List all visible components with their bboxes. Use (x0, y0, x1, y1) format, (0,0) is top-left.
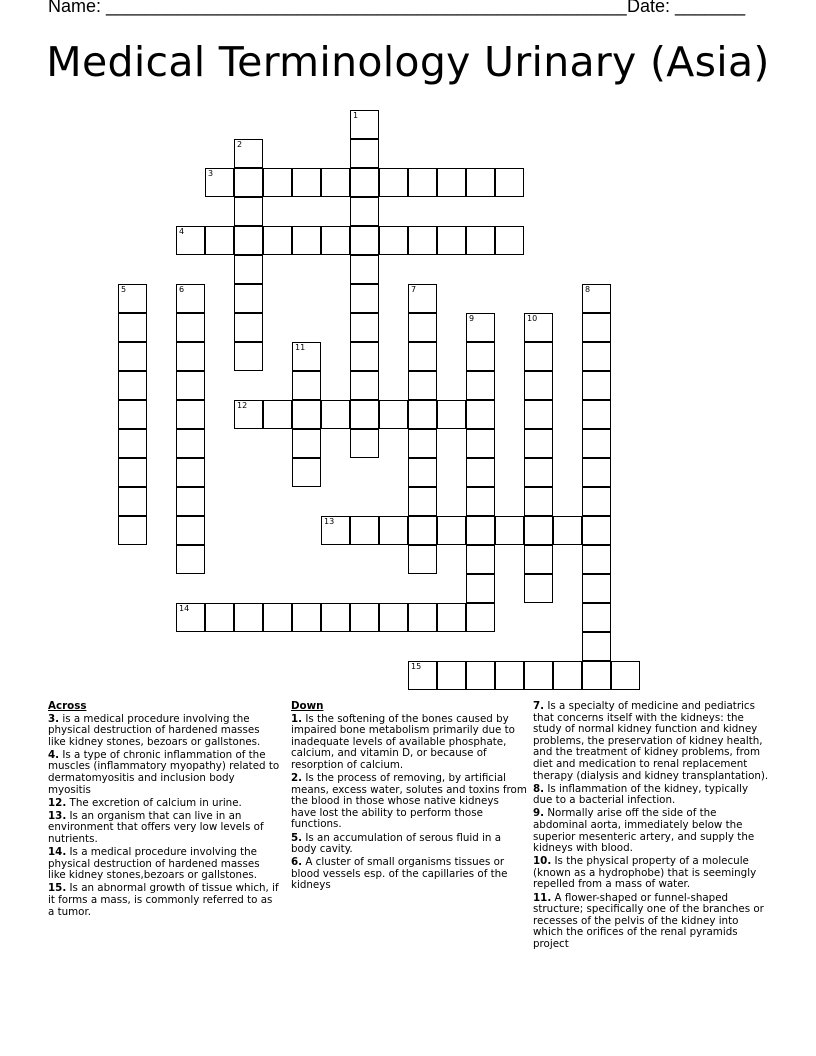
crossword-cell[interactable] (524, 487, 553, 516)
clue-text: A flower-shaped or funnel-shaped structure; specifically one of the branches or recesses of the pelvis of the kidney into which the orifices of the renal pyramids project (533, 891, 764, 950)
crossword-cell[interactable] (437, 516, 466, 545)
clue-number-label: 4. (48, 748, 60, 761)
crossword-cell[interactable] (582, 574, 611, 603)
clue-text: Is an accumulation of serous fluid in a body cavity. (291, 831, 502, 856)
crossword-cell[interactable] (582, 342, 611, 371)
crossword-cell[interactable] (582, 458, 611, 487)
crossword-cell[interactable] (263, 168, 292, 197)
clue-number: 3 (208, 169, 214, 178)
crossword-cell[interactable] (466, 371, 495, 400)
clue-number: 1 (353, 111, 359, 120)
crossword-cell[interactable] (292, 342, 321, 371)
crossword-cell[interactable] (582, 371, 611, 400)
crossword-cell[interactable] (408, 342, 437, 371)
crossword-cell[interactable] (234, 342, 263, 371)
crossword-cell[interactable] (466, 661, 495, 690)
clue-number: 15 (411, 662, 422, 671)
crossword-cell[interactable] (234, 197, 263, 226)
crossword-cell[interactable] (408, 603, 437, 632)
crossword-cell[interactable] (524, 429, 553, 458)
crossword-cell[interactable] (495, 168, 524, 197)
crossword-cell[interactable] (582, 284, 611, 313)
crossword-cell[interactable] (263, 603, 292, 632)
crossword-cell[interactable] (582, 400, 611, 429)
crossword-cell[interactable] (321, 226, 350, 255)
crossword-cell[interactable] (350, 400, 379, 429)
crossword-cell[interactable] (379, 400, 408, 429)
crossword-cell[interactable] (379, 226, 408, 255)
clue-number-label: 2. (291, 772, 303, 785)
crossword-cell[interactable] (176, 516, 205, 545)
crossword-cell[interactable] (524, 371, 553, 400)
clue-text: Is the process of removing, by artificial means, excess water, solutes and toxins from the blood in those whose native kidneys have lost the ability to perform those functions. (291, 772, 527, 831)
crossword-cell[interactable] (495, 661, 524, 690)
crossword-cell[interactable] (408, 429, 437, 458)
crossword-cell[interactable] (176, 371, 205, 400)
crossword-cell[interactable] (234, 400, 263, 429)
down-clue (291, 714, 527, 772)
crossword-cell[interactable] (350, 516, 379, 545)
crossword-cell[interactable] (321, 603, 350, 632)
crossword-cell[interactable] (321, 168, 350, 197)
crossword-cell[interactable] (176, 400, 205, 429)
crossword-cell[interactable] (118, 429, 147, 458)
clue-number-label: 12. (48, 796, 67, 809)
crossword-cell[interactable] (176, 226, 205, 255)
down-clues (291, 701, 527, 894)
crossword-cell[interactable] (350, 603, 379, 632)
crossword-cell[interactable] (553, 516, 582, 545)
crossword-cell[interactable] (234, 226, 263, 255)
clue-text: Is an organism that can live in an environment that offers very low levels of nutrients. (48, 809, 264, 846)
crossword-cell[interactable] (176, 458, 205, 487)
crossword-cell[interactable] (466, 603, 495, 632)
crossword-cell[interactable] (524, 661, 553, 690)
crossword-cell[interactable] (408, 168, 437, 197)
crossword-cell[interactable] (437, 603, 466, 632)
clue-text: Is the softening of the bones caused by impaired bone metabolism primarily due to inadequate levels of available phosphate, calcium, and vitamin D, or because of resorption of calcium. (291, 712, 515, 771)
down-clue (533, 856, 769, 891)
crossword-cell[interactable] (553, 661, 582, 690)
down-clue (533, 893, 769, 951)
clue-number-label: 5. (291, 831, 303, 844)
crossword-cell[interactable] (350, 255, 379, 284)
clue-number: 10 (527, 314, 538, 323)
crossword-cell[interactable] (176, 603, 205, 632)
crossword-cell[interactable] (524, 574, 553, 603)
crossword-cell[interactable] (176, 342, 205, 371)
crossword-cell[interactable] (466, 226, 495, 255)
down-clue (533, 784, 769, 807)
crossword-cell[interactable] (524, 400, 553, 429)
crossword-cell[interactable] (582, 487, 611, 516)
crossword-cell[interactable] (292, 458, 321, 487)
crossword-cell[interactable] (350, 168, 379, 197)
crossword-cell[interactable] (263, 226, 292, 255)
crossword-cell[interactable] (350, 284, 379, 313)
crossword-cell[interactable] (118, 313, 147, 342)
across-clue (48, 714, 280, 749)
clue-number-label: 9. (533, 807, 545, 820)
crossword-cell[interactable] (350, 226, 379, 255)
down-clues-continued (533, 701, 769, 952)
crossword-cell[interactable] (234, 313, 263, 342)
crossword-cell[interactable] (234, 603, 263, 632)
crossword-cell[interactable] (437, 661, 466, 690)
crossword-cell[interactable] (234, 284, 263, 313)
crossword-cell[interactable] (408, 487, 437, 516)
clue-number-label: 8. (533, 782, 545, 795)
crossword-cell[interactable] (118, 400, 147, 429)
crossword-cell[interactable] (118, 371, 147, 400)
crossword-cell[interactable] (350, 110, 379, 139)
crossword-cell[interactable] (466, 313, 495, 342)
clue-number-label: 14. (48, 846, 67, 859)
crossword-cell[interactable] (118, 458, 147, 487)
crossword-cell[interactable] (466, 429, 495, 458)
crossword-cell[interactable] (524, 342, 553, 371)
crossword-cell[interactable] (292, 226, 321, 255)
down-clue-list-part-2 (533, 701, 769, 950)
clue-number-label: 11. (533, 891, 552, 904)
clue-number-label: 3. (48, 712, 60, 725)
crossword-cell[interactable] (437, 168, 466, 197)
clue-number: 7 (411, 285, 417, 294)
clue-text: Normally arise off the side of the abdominal aorta, immediately below the superior mesenteric artery, and supply the kidneys with blood. (533, 807, 755, 855)
clue-text: A cluster of small organisms tissues or blood vessels esp. of the capillaries of the kidneys (291, 856, 508, 892)
crossword-cell[interactable] (524, 313, 553, 342)
crossword-cell[interactable] (466, 545, 495, 574)
down-clue (291, 773, 527, 831)
crossword-cell[interactable] (408, 284, 437, 313)
crossword-cell[interactable] (292, 603, 321, 632)
crossword-cell[interactable] (379, 603, 408, 632)
crossword-cell[interactable] (437, 400, 466, 429)
crossword-cell[interactable] (408, 545, 437, 574)
crossword-cell[interactable] (466, 458, 495, 487)
crossword-cell[interactable] (118, 487, 147, 516)
crossword-cell[interactable] (408, 371, 437, 400)
clue-number: 9 (469, 314, 475, 323)
clue-number: 12 (237, 401, 248, 410)
clue-number: 8 (585, 285, 591, 294)
crossword-cell[interactable] (582, 603, 611, 632)
crossword-cell[interactable] (205, 226, 234, 255)
down-clue (533, 808, 769, 854)
crossword-cell[interactable] (582, 661, 611, 690)
crossword-cell[interactable] (466, 516, 495, 545)
clue-number: 11 (295, 343, 306, 352)
down-clue (533, 701, 769, 782)
clue-text: Is a specialty of medicine and pediatrics that concerns itself with the kidneys: the study of normal kidney function and kidney problems, the preservation of kidney health, and the treatment of kidney problems, from diet and medication to renal replacement therapy (dialysis and kidney transplantation). (533, 700, 769, 782)
across-clue (48, 750, 280, 796)
crossword-cell[interactable] (408, 400, 437, 429)
down-heading: Down (291, 700, 324, 712)
crossword-cell[interactable] (524, 458, 553, 487)
clue-number: 5 (121, 285, 127, 294)
across-clue-list (48, 714, 280, 919)
clue-text: Is a medical procedure involving the physical destruction of hardened masses like kidney stones,bezoars or gallstones. (48, 846, 260, 882)
crossword-cell[interactable] (379, 168, 408, 197)
crossword-cell[interactable] (408, 458, 437, 487)
clue-number-label: 1. (291, 712, 303, 725)
crossword-cell[interactable] (582, 545, 611, 574)
crossword-cell[interactable] (321, 400, 350, 429)
clue-text: Is an abnormal growth of tissue which, if it forms a mass, is commonly referred to as a tumor. (48, 882, 279, 918)
crossword-cell[interactable] (176, 313, 205, 342)
crossword-cell[interactable] (466, 168, 495, 197)
across-clue (48, 798, 280, 810)
crossword-cell[interactable] (350, 313, 379, 342)
crossword-cell[interactable] (582, 429, 611, 458)
clue-text: Is inflammation of the kidney, typically due to a bacterial infection. (533, 782, 749, 807)
crossword-cell[interactable] (524, 545, 553, 574)
crossword-cell[interactable] (379, 516, 408, 545)
name-field-label: Name: ____________________________________________________ (48, 0, 627, 16)
clue-number-label: 7. (533, 700, 545, 712)
crossword-cell[interactable] (408, 661, 437, 690)
crossword-cell[interactable] (292, 429, 321, 458)
clue-number: 6 (179, 285, 185, 294)
crossword-cell[interactable] (350, 429, 379, 458)
crossword-cell[interactable] (582, 632, 611, 661)
clue-number: 13 (324, 517, 335, 526)
clue-number: 4 (179, 227, 185, 236)
crossword-cell[interactable] (408, 516, 437, 545)
crossword-cell[interactable] (408, 313, 437, 342)
crossword-cell[interactable] (350, 197, 379, 226)
across-clues (48, 701, 280, 920)
crossword-cell[interactable] (292, 371, 321, 400)
crossword-cell[interactable] (611, 661, 640, 690)
crossword-cell[interactable] (176, 284, 205, 313)
clue-text: Is the physical property of a molecule (known as a hydrophobe) that is seemingly repelled from a mass of water. (533, 855, 757, 891)
crossword-cell[interactable] (582, 516, 611, 545)
clue-number: 14 (179, 604, 190, 613)
crossword-cell[interactable] (321, 516, 350, 545)
down-clue-list-part-1 (291, 714, 527, 892)
clue-number: 2 (237, 140, 243, 149)
page-title: Medical Terminology Urinary (Asia) (46, 38, 770, 86)
crossword-cell[interactable] (176, 487, 205, 516)
crossword-cell[interactable] (263, 400, 292, 429)
down-clue (291, 833, 527, 856)
clue-number-label: 10. (533, 855, 552, 868)
crossword-cell[interactable] (205, 168, 234, 197)
across-heading: Across (48, 700, 87, 712)
crossword-cell[interactable] (292, 400, 321, 429)
crossword-cell[interactable] (234, 168, 263, 197)
crossword-cell[interactable] (466, 487, 495, 516)
crossword-cell[interactable] (437, 226, 466, 255)
clue-text: The excretion of calcium in urine. (66, 796, 242, 809)
crossword-cell[interactable] (118, 516, 147, 545)
crossword-cell[interactable] (118, 342, 147, 371)
date-field-label: Date: _______ (627, 0, 746, 16)
crossword-cell[interactable] (234, 255, 263, 284)
clue-number-label: 13. (48, 809, 67, 822)
crossword-cell[interactable] (524, 516, 553, 545)
clue-text: is a medical procedure involving the physical destruction of hardened masses like kidney stones, bezoars or gallstones. (48, 712, 261, 748)
clue-text: Is a type of chronic inflammation of the muscles (inflammatory myopathy) related to dermatomyositis and inclusion body myositis (48, 748, 280, 796)
crossword-cell[interactable] (408, 226, 437, 255)
crossword-cell[interactable] (466, 400, 495, 429)
crossword-cell[interactable] (495, 226, 524, 255)
crossword-cell[interactable] (350, 139, 379, 168)
crossword-cell[interactable] (466, 574, 495, 603)
clue-number-label: 6. (291, 856, 303, 869)
crossword-cell[interactable] (176, 545, 205, 574)
clue-number-label: 15. (48, 882, 67, 895)
crossword-cell[interactable] (205, 603, 234, 632)
across-clue (48, 847, 280, 882)
crossword-cell[interactable] (350, 342, 379, 371)
crossword-cell[interactable] (234, 139, 263, 168)
crossword-cell[interactable] (466, 342, 495, 371)
crossword-cell[interactable] (118, 284, 147, 313)
crossword-cell[interactable] (176, 429, 205, 458)
crossword-cell[interactable] (350, 371, 379, 400)
crossword-cell[interactable] (495, 516, 524, 545)
crossword-cell[interactable] (582, 313, 611, 342)
across-clue (48, 811, 280, 846)
down-clue (291, 857, 527, 892)
across-clue (48, 883, 280, 918)
crossword-cell[interactable] (292, 168, 321, 197)
